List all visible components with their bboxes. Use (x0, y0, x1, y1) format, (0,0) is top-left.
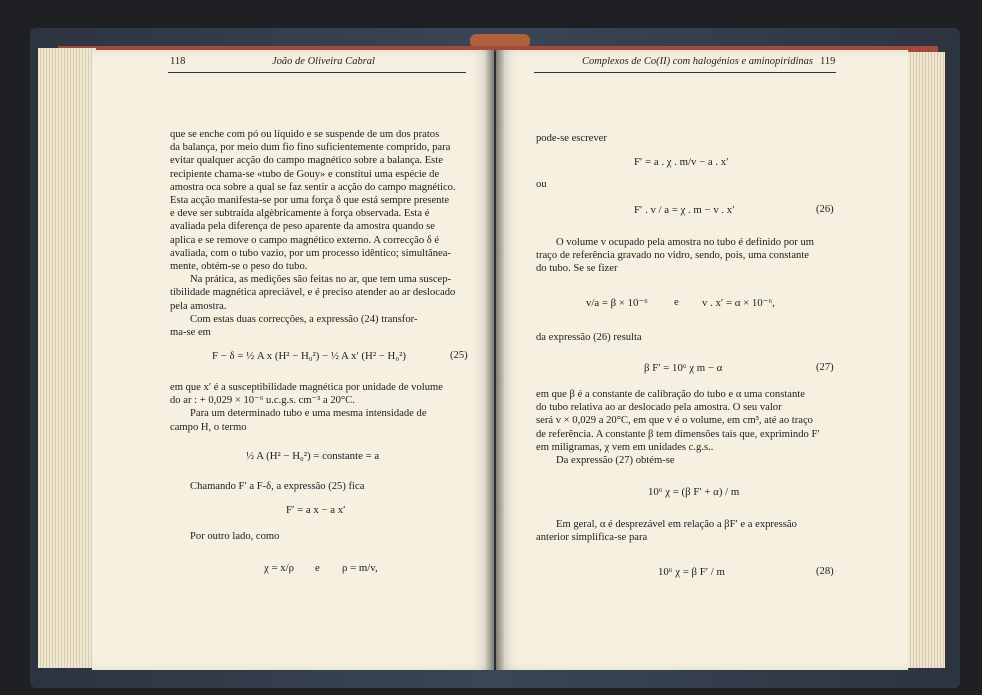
text-line: Com estas duas correcções, a expressão (24) transfor- (190, 313, 418, 325)
right-head-rule (534, 72, 836, 73)
equation-connector: e (315, 562, 320, 574)
text-line: Da expressão (27) obtém-se (556, 455, 675, 467)
equation-f-prime: F′ = a x − a x′ (286, 504, 346, 516)
right-ou (536, 178, 596, 191)
text-line: e deve ser subtraída algèbricamente à força observada. Esta é (170, 208, 430, 220)
text-line: de referência. A constante β tem dimensões tais que, exprimindo F′ (536, 428, 820, 440)
text-line: Por outro lado, como (190, 531, 280, 542)
text-line: evitar qualquer acção do campo magnético sobre a balança. Este (170, 155, 443, 167)
left-para-4 (170, 381, 466, 434)
left-para-6 (190, 480, 466, 493)
text-line: tibilidade magnética apreciável, e é preciso atender ao ar deslocado (170, 287, 456, 299)
equation-26-number: (26) (816, 204, 834, 215)
text-line: anterior simplifica-se para (536, 532, 648, 544)
text-line: em miligramas, χ vem em unidades c.g.s.. (536, 441, 714, 453)
equation-27-number: (27) (816, 362, 834, 373)
left-para-1 (170, 128, 466, 339)
right-pode-escrever (536, 132, 836, 145)
text-line: será v × 0,029 a 20°C, em que v é o volume, em cm³, até ao traço (536, 415, 813, 427)
text-line: mente, obtém-se o peso do tubo. (170, 261, 308, 273)
right-para-1 (536, 236, 836, 276)
equation-28: 10⁶ χ = β F′ / m (658, 566, 725, 578)
equation-25-number: (25) (450, 350, 468, 361)
left-para-7 (190, 530, 466, 543)
right-page-stack (905, 52, 945, 668)
right-running-head: Complexos de Co(II) com halogénios e aminopiridinas (582, 56, 813, 67)
text-line: do ar : + 0,029 × 10⁻⁶ u.c.g.s. cm⁻³ a 20°C. (170, 395, 355, 407)
text-line: ou (536, 179, 547, 190)
right-para-5 (536, 518, 836, 544)
text-line: da expressão (26) resulta (536, 332, 642, 343)
left-page-number: 118 (170, 56, 186, 67)
equation-connector: e (674, 296, 679, 308)
text-line: O volume v ocupado pela amostra no tubo é definido por um (556, 237, 815, 248)
equation-chi-beta-alpha: 10⁶ χ = (β F′ + α) / m (648, 486, 740, 498)
equation-rho: ρ = m/v, (342, 562, 378, 574)
left-running-head: João de Oliveira Cabral (272, 56, 375, 67)
text-line: traço de referência gravado no vidro, sendo, pois, uma constante (536, 250, 809, 262)
text-line: Para um determinado tubo e uma mesma intensidade de (190, 408, 427, 420)
right-para-3 (536, 388, 836, 467)
text-line: em que x′ é a susceptibilidade magnética por unidade de volume (170, 382, 443, 393)
equation-constant: ½ A (H² − H₀²) = constante = a (246, 450, 380, 462)
text-line: do tubo relativa ao ar deslocado pela amostra. O seu valor (536, 402, 782, 414)
text-line: recipiente chama-se «tubo de Gouy» e constitui uma espécie de (170, 168, 440, 180)
book-gutter (486, 50, 504, 670)
text-line: que se enche com pó ou líquido e se suspende de um dos pratos (170, 129, 440, 140)
text-line: da balança, por meio dum fio fino suficientemente comprido, para (170, 142, 451, 154)
equation-27: β F′ = 10⁶ χ m − α (644, 362, 723, 374)
text-line: avaliada, com o tubo vazio, por um processo idêntico; simultânea- (170, 247, 451, 259)
right-para-2 (536, 331, 836, 344)
text-line: ma-se em (170, 327, 211, 339)
text-line: Na prática, as medições são feitas no ar, que tem uma suscep- (190, 274, 452, 286)
left-page-stack (38, 48, 96, 668)
text-line: aplica e se remove o campo magnético externo. A correcção δ é (170, 234, 440, 246)
text-line: pode-se escrever (536, 133, 607, 144)
equation-26: F′ . v / a = χ . m − v . x′ (634, 204, 735, 216)
text-line: Chamando F′ a F-δ, a expressão (25) fica (190, 481, 365, 492)
text-line: campo H, o termo (170, 421, 247, 433)
equation-chi: χ = x/ρ (264, 562, 295, 574)
text-line: pela amostra. (170, 300, 227, 312)
text-line: em que β é a constante de calibração do tubo e α uma constante (536, 389, 805, 400)
text-line: avaliada pela diferença de peso aparente da amostra quando se (170, 221, 436, 233)
left-head-rule (168, 72, 466, 73)
text-line: Em geral, α é desprezável em relação a βF′ e a expressão (556, 519, 797, 530)
equation-25: F − δ = ½ A x (H² − H₀²) − ½ A x′ (H² − H₀²) (212, 350, 406, 362)
text-line: do tubo. Se se fizer (536, 263, 618, 275)
equation-beta: v/a = β × 10⁻⁶ (586, 297, 648, 309)
equation-28-number: (28) (816, 566, 834, 577)
equation-alpha: v . x′ = α × 10⁻⁶, (702, 297, 775, 309)
equation-f-prime-a: F′ = a . χ . m/v − a . x′ (634, 156, 729, 168)
right-page-number: 119 (820, 56, 836, 67)
text-line: Esta acção manifesta-se por uma força δ que está sempre presente (170, 195, 450, 207)
text-line: amostra oca sobre a qual se faz sentir a acção do campo magnético. (170, 181, 456, 193)
